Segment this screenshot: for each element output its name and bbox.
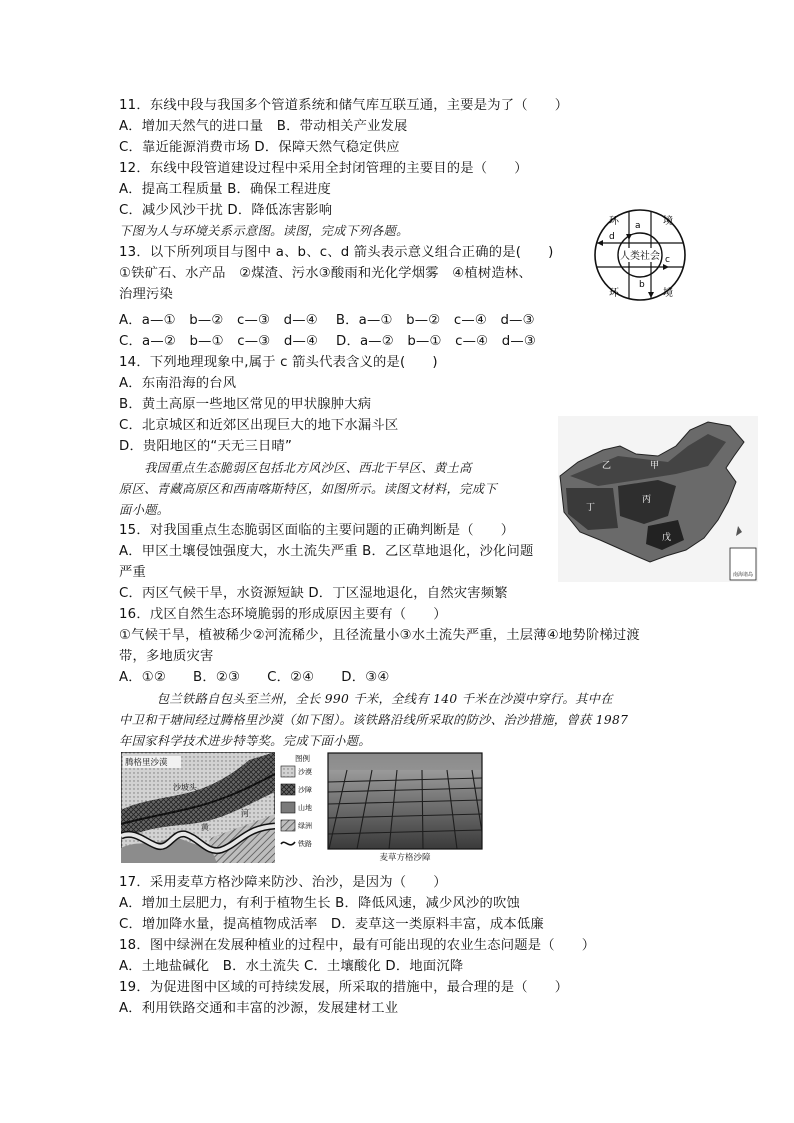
q12-stem: 12．东线中段管道建设过程中采用全封闭管理的主要目的是（ ）: [119, 161, 528, 176]
q13-options-ab: A．a—① b—② c—③ d—④ B．a—① b—② c—④ d—③: [119, 313, 535, 328]
legend-title: 图例: [295, 754, 310, 763]
legend-item-railway: 铁路: [298, 840, 312, 848]
photo-caption: 麦草方格沙障: [379, 853, 431, 863]
q16-choices: A．①② B．②③ C．②④ D．③④: [119, 670, 390, 685]
legend-item-oasis: 绿洲: [298, 822, 312, 830]
legend-item-mountain: 山地: [298, 804, 312, 812]
desert-label: 腾格里沙漠: [125, 758, 168, 768]
region-label-3: 丙: [642, 495, 652, 505]
q14-stem: 14．下列地理现象中,属于 c 箭头代表含义的是( ): [119, 355, 438, 370]
q14-option-d: D．贵阳地区的“天无三日晴”: [119, 439, 293, 454]
q12-options-cd: C．减少风沙干扰 D．降低冻害影响: [119, 203, 333, 218]
china-fragile-regions-map: [558, 416, 758, 582]
q15-options-cd: C．丙区气候干旱，水资源短缺 D．丁区湿地退化，自然灾害频繁: [119, 586, 508, 601]
ring-label-env-4: 境: [663, 288, 673, 299]
q12-options-ab: A．提高工程质量 B．确保工程进度: [119, 182, 332, 197]
q18-choices: A．土地盐碱化 B．水土流失 C．土壤酸化 D．地面沉降: [119, 959, 464, 974]
q15-intro-line3: 面小题。: [119, 503, 170, 517]
q17-intro-line2: 中卫和干塘间经过腾格里沙漠（如下图）。该铁路沿线所采取的防沙、治沙措施，曾获 1987: [119, 713, 629, 727]
q13-intro: 下图为人与环境关系示意图。读图，完成下列各题。: [119, 224, 409, 238]
human-environment-diagram: [593, 204, 687, 306]
human-society-label: 人类社会: [620, 251, 660, 262]
q14-option-b: B．黄土高原一些地区常见的甲状腺肿大病: [119, 397, 372, 412]
q13-stem: 13．以下所列项目与图中 a、b、c、d 箭头表示意义组合正确的是( ): [119, 245, 554, 260]
q19-stem: 19．为促进图中区域的可持续发展，所采取的措施中，最合理的是（ ）: [119, 980, 569, 995]
arrow-c-label: c: [665, 255, 670, 265]
river-label-2: 河: [241, 809, 249, 818]
q11-stem: 11．东线中段与我国多个管道系统和储气库互联互通，主要是为了（ ）: [119, 98, 569, 113]
q15-intro-line2: 原区、青藏高原区和西南喀斯特区，如图所示。读图文材料，完成下: [119, 482, 497, 496]
q15-stem: 15．对我国重点生态脆弱区面临的主要问题的正确判断是（ ）: [119, 523, 515, 538]
q17-stem: 17．采用麦草方格沙障来防沙、治沙，是因为（ ）: [119, 875, 447, 890]
q11-options-cd: C．靠近能源消费市场 D．保障天然气稳定供应: [119, 140, 400, 155]
q13-options-cd: C．a—② b—① c—③ d—④ D．a—② b—① c—④ d—③: [119, 334, 537, 349]
straw-checkerboard-photo: [327, 752, 483, 863]
arrow-b-label: b: [639, 280, 645, 290]
q17-intro-line3: 年国家科学技术进步特等奖。完成下面小题。: [119, 734, 371, 748]
q16-items-line2: 带，多地质灾害: [119, 649, 214, 664]
q17-options-cd: C．增加降水量，提高植物成活率 D．麦草这一类原料丰富，成本低廉: [119, 917, 544, 932]
q14-option-c: C．北京城区和近郊区出现巨大的地下水漏斗区: [119, 418, 399, 433]
river-label-1: 黄: [201, 823, 209, 832]
shapotou-label: 沙坡头: [173, 783, 197, 792]
region-label-4: 丁: [586, 503, 596, 513]
legend-item-desert: 沙漠: [298, 768, 312, 776]
ring-label-env-1: 环: [609, 216, 619, 227]
arrow-a-label: a: [635, 221, 641, 231]
inset-label: 南海诸岛: [732, 572, 754, 578]
ring-label-env-2: 境: [663, 216, 673, 227]
arrow-d-label: d: [609, 232, 615, 242]
region-label-1: 甲: [650, 461, 660, 471]
q16-stem: 16．戊区自然生态环境脆弱的形成原因主要有（ ）: [119, 607, 447, 622]
q15-options-ab-line2: 严重: [119, 565, 146, 580]
q15-intro-line1: 我国重点生态脆弱区包括北方风沙区、西北干旱区、黄土高: [119, 461, 472, 475]
q17-intro-line1: 包兰铁路自包头至兰州，全长 990 千米，全线有 140 千米在沙漠中穿行。其中在: [119, 692, 613, 706]
tengger-desert-map: [121, 752, 275, 863]
region-label-5: 戊: [662, 533, 672, 543]
q19-option-a: A．利用铁路交通和丰富的沙源，发展建材工业: [119, 1001, 399, 1016]
ring-label-env-3: 环: [609, 288, 619, 299]
q17-options-ab: A．增加土层肥力，有利于植物生长 B．降低风速，减少风沙的吹蚀: [119, 896, 520, 911]
q16-items-line1: ①气候干旱，植被稀少②河流稀少，且径流量小③水土流失严重，土层薄④地势阶梯过渡: [119, 628, 640, 643]
legend-item-sand-barrier: 沙障: [298, 786, 312, 794]
region-label-2: 乙: [602, 461, 612, 471]
q15-options-ab-line1: A．甲区土壤侵蚀强度大，水土流失严重 B．乙区草地退化，沙化问题: [119, 544, 534, 559]
q13-items-line1: ①铁矿石、水产品 ②煤渣、污水③酸雨和光化学烟雾 ④植树造林、: [119, 266, 532, 281]
q13-items-line2: 治理污染: [119, 287, 173, 302]
q11-options-ab: A．增加天然气的进口量 B．带动相关产业发展: [119, 119, 408, 134]
q14-option-a: A．东南沿海的台风: [119, 376, 237, 391]
q18-stem: 18．图中绿洲在发展种植业的过程中，最有可能出现的农业生态问题是（ ）: [119, 938, 596, 953]
map-legend: [279, 752, 325, 863]
